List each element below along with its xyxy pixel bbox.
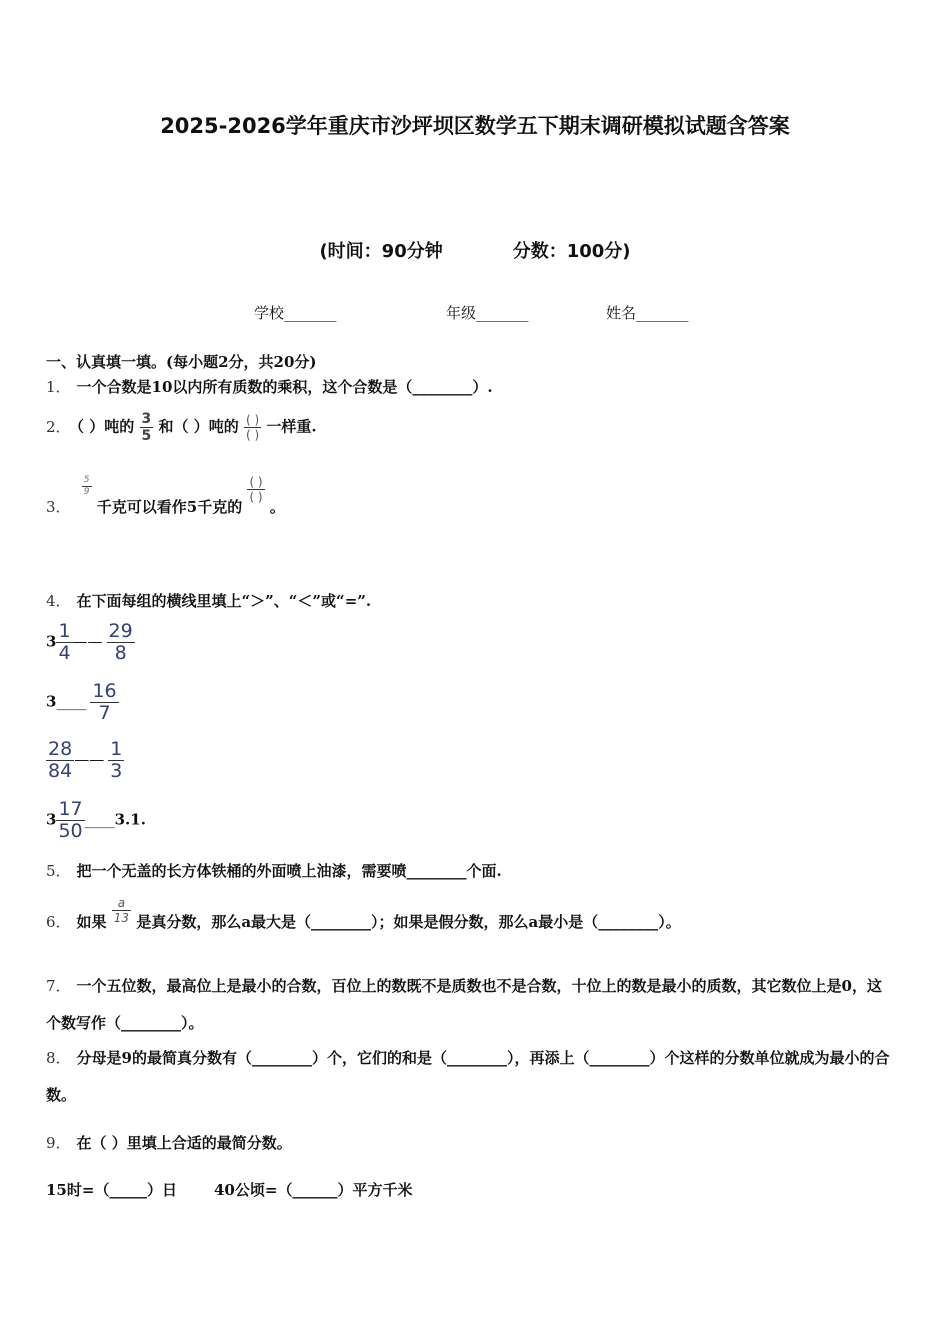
grade-field[interactable]: 年级_______ — [446, 304, 529, 322]
fraction: $\frac{1}{3}$ — [110, 738, 123, 782]
question-text: 分母是9的最简真分数有（________）个，它们的和是（________），再添上（________）个这样的分数单位就成为最小的合数。 — [46, 1049, 890, 1104]
school-field[interactable]: 学校_______ — [254, 304, 337, 322]
compare-row-3 — [46, 740, 124, 781]
question-text: 如果 — [76, 913, 107, 931]
blank-fraction[interactable]: $\frac{( )}{( )}$ — [245, 413, 260, 442]
q9-item-hectares[interactable]: 40公顷=（______）平方千米 — [214, 1181, 413, 1199]
question-6 — [46, 896, 681, 931]
question-5 — [46, 860, 502, 881]
question-number: 2． — [46, 417, 71, 436]
section-heading: 一、认真填一填。(每小题2分，共20分) — [46, 353, 317, 371]
whole-number: 3 — [46, 810, 57, 829]
fraction: $\frac{1}{4}$ — [58, 620, 71, 664]
question-number: 9． — [46, 1134, 71, 1152]
question-text: 千克可以看作5千克的 — [96, 498, 243, 516]
question-number: 1． — [46, 378, 71, 396]
fraction: $\frac{28}{84}$ — [48, 738, 73, 782]
blank-fraction[interactable]: $\frac{( )}{( )}$ — [249, 475, 263, 504]
whole-number: 3 — [46, 632, 57, 651]
question-text: 在下面每组的横线里填上“＞”、“＜”或“=”. — [76, 592, 372, 610]
fraction: $\frac{5}{9}$ — [83, 475, 90, 497]
question-text: 是真分数，那么a最大是（________）；如果是假分数，那么a最小是（________）。 — [136, 913, 681, 931]
question-2 — [46, 412, 317, 443]
question-text: 把一个无盖的长方体铁桶的外面喷上油漆，需要喷________个面. — [76, 862, 502, 880]
fraction: $\frac{3}{5}$ — [141, 411, 152, 444]
question-number: 6． — [46, 913, 71, 931]
question-8 — [46, 1040, 896, 1114]
answer-blank[interactable]: ____ — [56, 692, 87, 711]
exam-subtitle — [0, 237, 950, 263]
question-4 — [46, 590, 371, 611]
question-7 — [46, 968, 896, 1042]
question-text: 一样重. — [266, 417, 317, 436]
question-text: 一个合数是10以内所有质数的乘积，这个合数是（________）. — [76, 378, 493, 396]
total-score: 分数：100分) — [512, 241, 631, 262]
fraction: $\frac{17}{50}$ — [58, 798, 83, 842]
compare-row-1 — [46, 622, 135, 663]
compare-value: 3.1. — [114, 810, 146, 829]
question-number: 7． — [46, 977, 71, 995]
question-number: 5． — [46, 862, 71, 880]
fraction: $\frac{a}{13}$ — [113, 896, 130, 925]
answer-blank[interactable]: —— — [74, 750, 105, 769]
question-text: （ ）吨的 — [76, 417, 135, 436]
question-number: 3． — [46, 498, 71, 516]
whole-number: 3 — [46, 692, 57, 711]
answer-blank[interactable]: —— — [72, 632, 103, 651]
compare-row-2 — [46, 682, 119, 723]
question-text: 一个五位数，最高位上是最小的合数，百位上的数既不是质数也不是合数，十位上的数是最小的质数，其它数位上是0，这个数写作（________）。 — [46, 977, 882, 1032]
name-field[interactable]: 姓名_______ — [606, 304, 689, 322]
question-1 — [46, 376, 493, 397]
q9-item-hours[interactable]: 15时=（_____）日 — [46, 1181, 177, 1199]
question-text: 在（ ）里填上合适的最简分数。 — [76, 1134, 292, 1152]
question-text: 和（ ）吨的 — [158, 417, 239, 436]
compare-row-4 — [46, 800, 146, 841]
fraction: $\frac{29}{8}$ — [108, 620, 133, 664]
answer-blank[interactable]: ____ — [84, 810, 115, 829]
page-title: 2025-2026学年重庆市沙坪坝区数学五下期末调研模拟试题含答案 — [160, 114, 790, 138]
question-3 — [46, 475, 285, 516]
question-number: 8． — [46, 1049, 71, 1067]
time-limit: (时间：90分钟 — [319, 241, 443, 262]
fraction: $\frac{16}{7}$ — [92, 680, 117, 724]
question-text: 。 — [269, 498, 285, 516]
question-9 — [46, 1132, 292, 1153]
question-number: 4． — [46, 592, 71, 610]
